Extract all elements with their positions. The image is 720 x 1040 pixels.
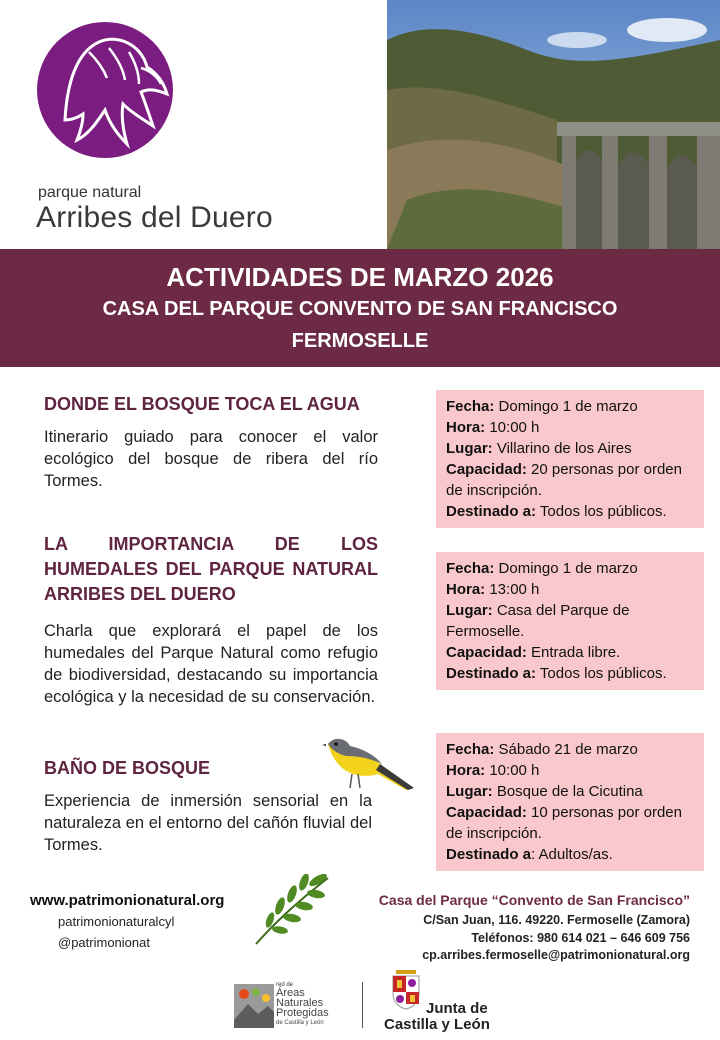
logo-divider <box>362 982 363 1028</box>
capacidad-label: Capacidad: <box>446 461 527 478</box>
lugar-label: Lugar: <box>446 602 493 619</box>
activity-3-title: BAÑO DE BOSQUE <box>44 758 211 778</box>
brand-subtitle: parque natural <box>38 184 142 201</box>
destinado-value: Todos los públicos. <box>536 503 667 520</box>
activity-2-info-card <box>436 552 704 690</box>
destinado-label: Destinado a: <box>446 503 537 520</box>
activity-2-description: Charla que explorará el papel de los humedales del Parque Natural como refugio de biodiversidad, destacando su importancia ecológica y la necesidad de su conservación. <box>44 622 378 706</box>
lugar-label: Lugar: <box>446 783 493 800</box>
lugar-value: Villarino de los Aires <box>492 440 632 457</box>
anp-line4: de Castilla y León <box>276 1020 324 1026</box>
activity-1-description: Itinerario guiado para conocer el valor ecológico del bosque de ribera del río Tormes. <box>44 428 378 490</box>
activity-1-title: DONDE EL BOSQUE TOCA EL AGUA <box>44 394 360 414</box>
leaf-branch-icon <box>252 874 332 946</box>
fecha-label: Fecha: <box>446 741 495 758</box>
fecha-value: Domingo 1 de marzo <box>494 560 638 577</box>
junta-line2: Castilla y León <box>384 1016 490 1033</box>
address: C/San Juan, 116. 49220. Fermoselle (Zamora) <box>423 913 690 927</box>
banner-subtitle-venue: CASA DEL PARQUE CONVENTO DE SAN FRANCISCO <box>102 298 618 320</box>
areas-naturales-protegidas-logo <box>234 982 344 1032</box>
coat-of-arms-icon <box>390 968 422 1010</box>
destinado-value: : Adultos/as. <box>531 846 613 863</box>
banner-title: ACTIVIDADES DE MARZO 2026 <box>166 262 554 292</box>
banner-subtitle-town: FERMOSELLE <box>291 330 429 352</box>
hora-value: 10:00 h <box>485 419 540 436</box>
brand-name: Arribes del Duero <box>36 201 273 234</box>
capacidad-label: Capacidad: <box>446 644 527 661</box>
hora-label: Hora: <box>446 419 486 436</box>
landscape-bridge-photo <box>387 0 720 249</box>
activity-2-title: LA IMPORTANCIA DE LOS HUMEDALES DEL PARQUE NATURAL ARRIBES DEL DUERO <box>44 534 378 604</box>
destinado-label: Destinado a <box>446 846 532 863</box>
hora-value: 10:00 h <box>485 762 540 779</box>
social-handle-twitter[interactable]: @patrimonionat <box>58 935 150 950</box>
fecha-label: Fecha: <box>446 398 495 415</box>
junta-castilla-leon-logo <box>384 968 504 1034</box>
lugar-value: Casa del Parque de Fermoselle. <box>446 602 630 640</box>
fecha-value: Sábado 21 de marzo <box>494 741 638 758</box>
capacidad-label: Capacidad: <box>446 804 527 821</box>
anp-line3: Protegidas <box>276 1007 329 1019</box>
hora-label: Hora: <box>446 762 486 779</box>
title-banner <box>0 249 720 367</box>
anp-emblem-icon <box>234 984 274 1028</box>
anp-line1: Áreas <box>276 987 305 999</box>
wagtail-bird-icon <box>322 734 416 792</box>
hora-value: 13:00 h <box>485 581 540 598</box>
capacidad-value: Entrada libre. <box>526 644 621 661</box>
destinado-label: Destinado a: <box>446 665 537 682</box>
fecha-label: Fecha: <box>446 560 495 577</box>
lugar-label: Lugar: <box>446 440 493 457</box>
capacidad-value: 20 personas por orden de inscripción. <box>446 461 682 499</box>
junta-line1: Junta de <box>426 1000 488 1017</box>
hora-label: Hora: <box>446 581 486 598</box>
email-link[interactable]: cp.arribes.fermoselle@patrimonionatural.org <box>422 948 690 962</box>
activity-3-description: Experiencia de inmersión sensorial en la naturaleza en el entorno del cañón fluvial del Tormes. <box>44 792 372 854</box>
capacidad-value: 10 personas por orden de inscripción. <box>446 804 682 842</box>
activity-1-info-card <box>436 390 704 528</box>
website-link[interactable]: www.patrimonionatural.org <box>30 892 225 909</box>
fecha-value: Domingo 1 de marzo <box>494 398 638 415</box>
social-handle-facebook[interactable]: patrimonionaturalcyl <box>58 914 175 929</box>
anp-red-text: red de <box>276 982 294 988</box>
phone-numbers: Teléfonos: 980 614 021 – 646 609 756 <box>471 931 690 945</box>
park-logo-area <box>0 0 387 249</box>
lugar-value: Bosque de la Cicutina <box>492 783 643 800</box>
vulture-logo-icon <box>37 22 177 162</box>
destinado-value: Todos los públicos. <box>536 665 667 682</box>
anp-line2: Naturales <box>276 997 324 1009</box>
casa-parque-name: Casa del Parque “Convento de San Francisco” <box>378 892 690 908</box>
activity-3-info-card <box>436 733 704 871</box>
